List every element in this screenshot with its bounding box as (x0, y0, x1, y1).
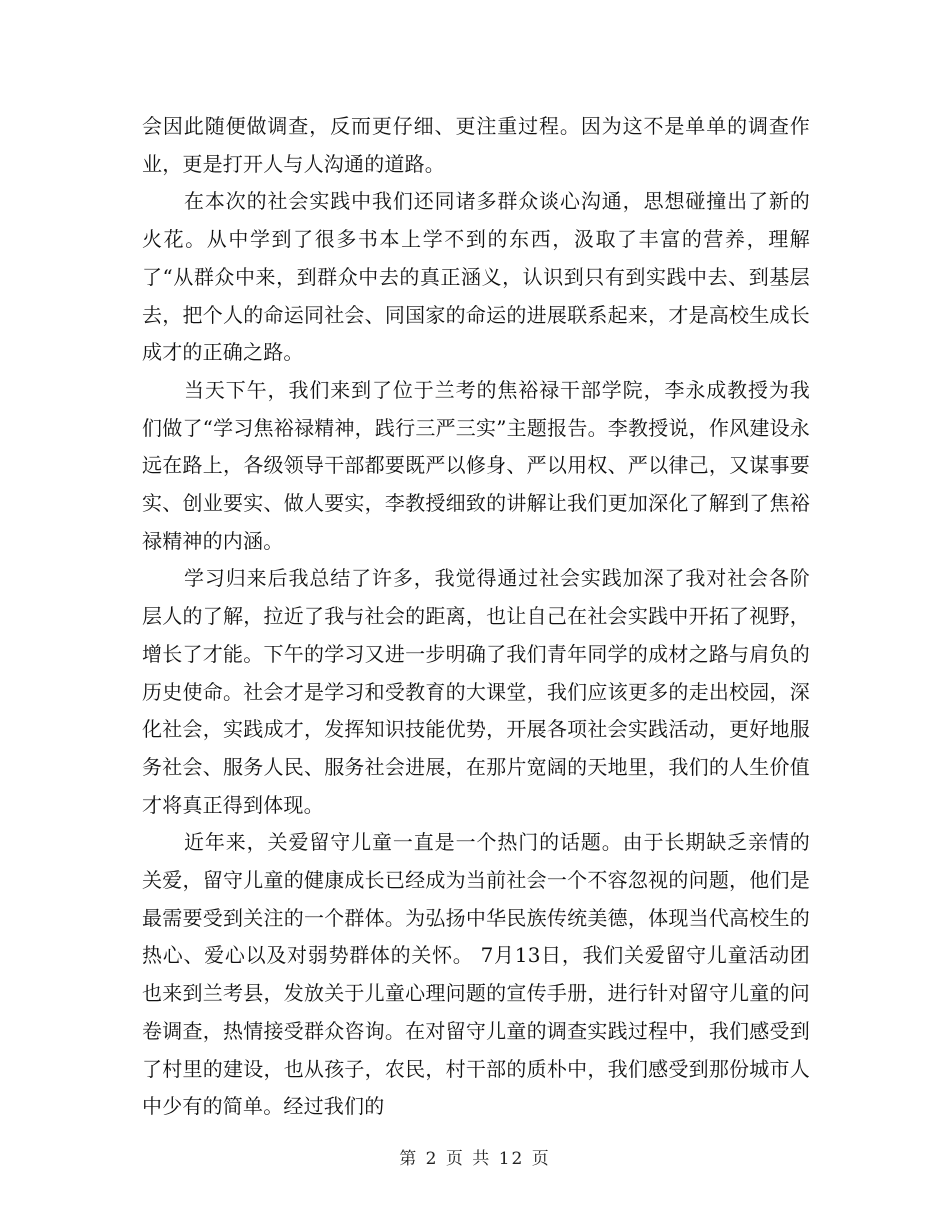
paragraph-5: 近年来，关爱留守儿童一直是一个热门的话题。由于长期缺乏亲情的关爱，留守儿童的健康成长已经成为当前社会一个不容忽视的问题，他们是最需要受到关注的一个群体。为弘扬中华民族传统美德，体现当代高校生的热心、爱心以及对弱势群体的关怀。 7月13日，我们关爱留守儿童活动团也来到兰考县，发放关于儿童心理问题的宣传手册，进行针对留守儿童的问卷调查，热情接受群众咨询。在对留守儿童的调查实践过程中，我们感受到了村里的建设，也从孩子，农民，村干部的质朴中，我们感受到那份城市人中少有的简单。经过我们的 (142, 830, 810, 1119)
document-body (142, 108, 810, 1126)
page-number-footer: 第 2 页 共 12 页 (399, 1149, 551, 1169)
paragraph-1: 会因此随便做调查，反而更仔细、更注重过程。因为这不是单单的调查作业，更是打开人与人沟通的道路。 (142, 114, 810, 176)
paragraph-3: 当天下午，我们来到了位于兰考的焦裕禄干部学院，李永成教授为我们做了“学习焦裕禄精神，践行三严三实”主题报告。李教授说，作风建设永远在路上，各级领导干部都要既严以修身、严以用权、严以律己，又谋事要实、创业要实、做人要实，李教授细致的讲解让我们更加深化了解到了焦裕禄精神的内涵。 (142, 377, 810, 553)
paragraph-4: 学习归来后我总结了许多，我觉得通过社会实践加深了我对社会各阶层人的了解，拉近了我与社会的距离，也让自己在社会实践中开拓了视野，增长了才能。下午的学习又进一步明确了我们青年同学的成材之路与肩负的历史使命。社会才是学习和受教育的大课堂，我们应该更多的走出校园，深化社会，实践成才，发挥知识技能优势，开展各项社会实践活动，更好地服务社会、服务人民、服务社会进展，在那片宽阔的天地里，我们的人生价值才将真正得到体现。 (142, 566, 810, 817)
paragraph-2: 在本次的社会实践中我们还同诸多群众谈心沟通，思想碰撞出了新的火花。从中学到了很多书本上学不到的东西，汲取了丰富的营养，理解了“从群众中来，到群众中去的真正涵义，认识到只有到实践中去、到基层去，把个人的命运同社会、同国家的命运的进展联系起来，才是高校生成长成才的正确之路。 (142, 189, 810, 365)
